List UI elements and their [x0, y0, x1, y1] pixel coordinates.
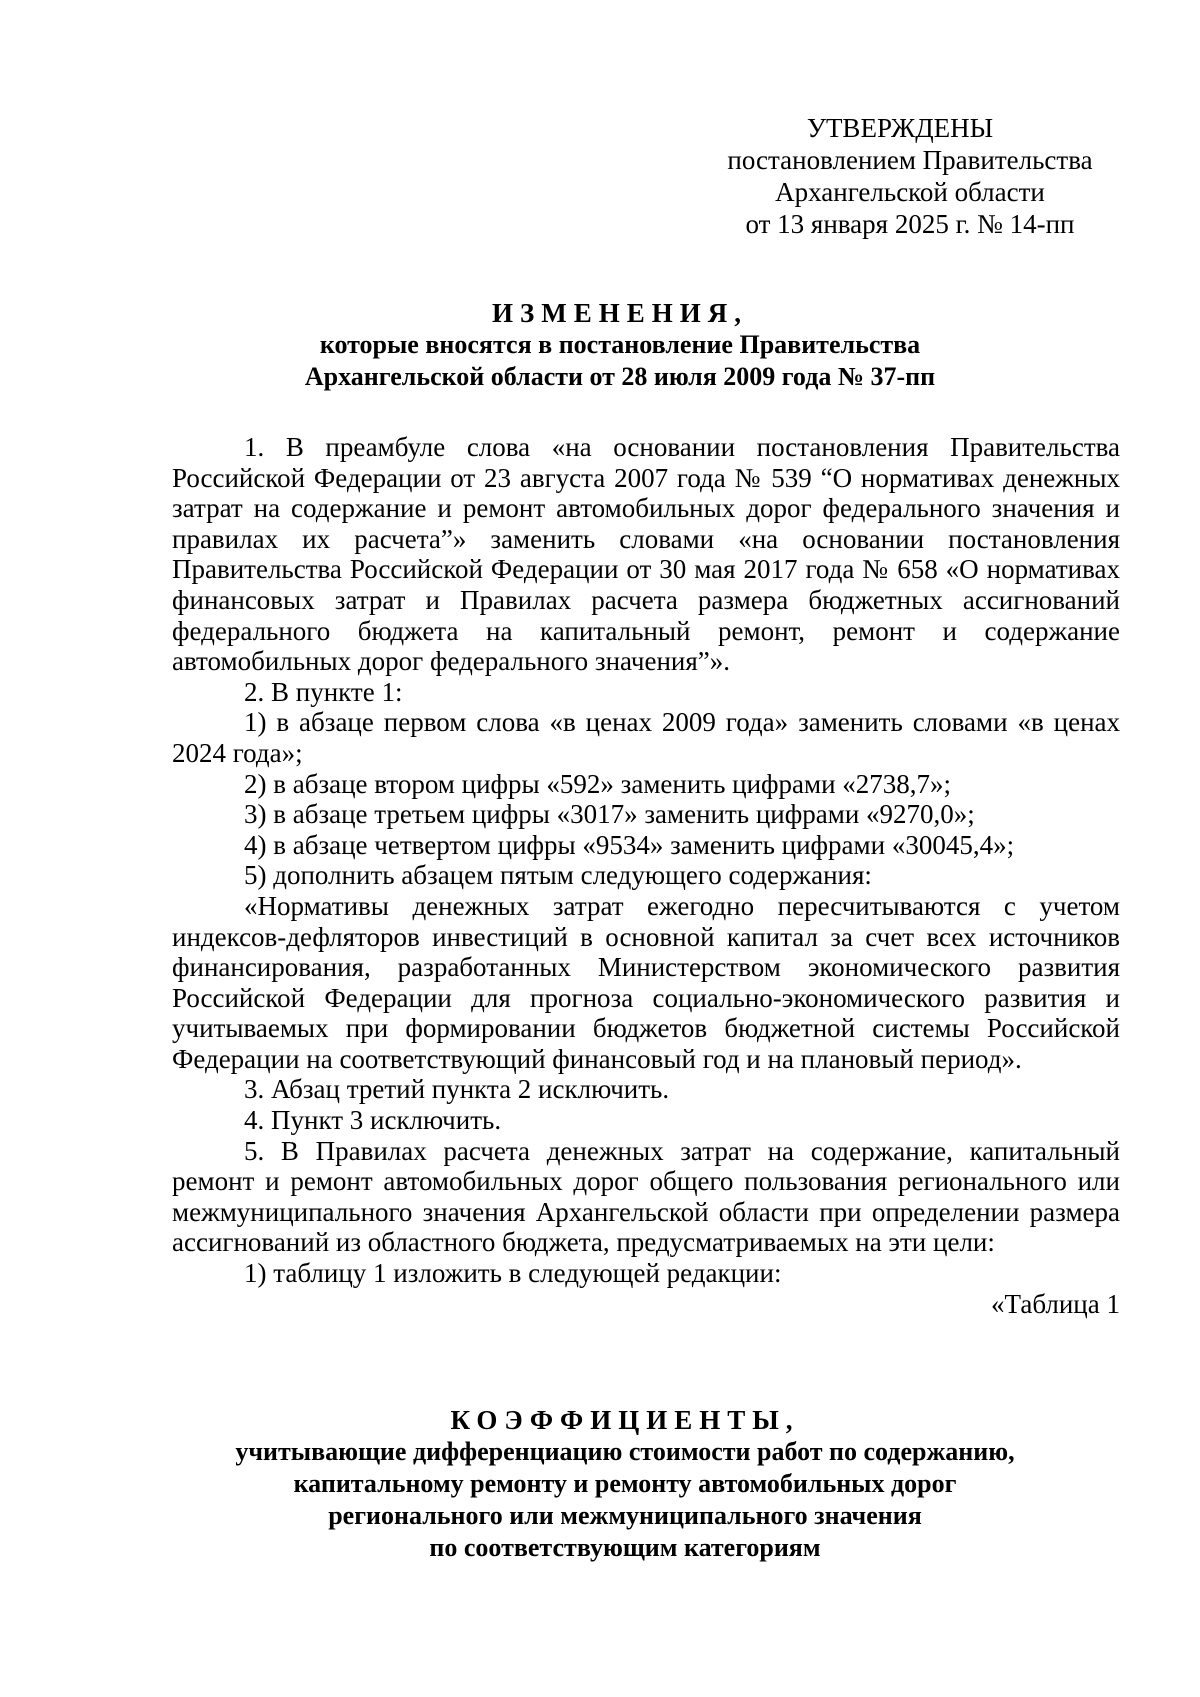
document-title — [170, 297, 1070, 393]
table-title-line: учитывающие дифференциацию стоимости работ по содержанию, — [235, 1437, 1015, 1466]
approval-stamp — [680, 112, 1140, 240]
title-line: которые вносятся в постановление Правительства — [319, 330, 921, 359]
approval-heading: УТВЕРЖДЕНЫ — [806, 113, 994, 143]
document-body — [172, 432, 1120, 1319]
paragraph: 5) дополнить абзацем пятым следующего содержания: — [244, 860, 872, 891]
paragraph: 1) таблицу 1 изложить в следующей редакции: — [244, 1258, 782, 1289]
paragraph: «Нормативы денежных затрат ежегодно пересчитываются с учетом индексов-дефляторов инвестиций в основной капитал за счет всех источников финансирования, разработанных Министерством экономического развития Российской Федерации для прогноза социально-экономического развития и учитываемых при формировании бюджетов бюджетной системы Российской Федерации на соответствующий финансовый год и на плановый период». — [172, 890, 1120, 1074]
table-title-line: капитальному ремонту и ремонту автомобильных дорог — [293, 1469, 957, 1498]
approval-date: от 13 января 2025 г. № 14-пп — [745, 209, 1075, 239]
title-heading: ИЗМЕНЕНИЯ, — [491, 298, 748, 328]
table-title-line: по соответствующим категориям — [429, 1533, 821, 1562]
paragraph: 1. В преамбуле слова «на основании постановления Правительства Российской Федерации от 23 августа 2007 года № 539 “О нормативах денежных затрат на содержание и ремонт автомобильных дорог федерального значения и правилах их расчета”» заменить словами «на основании постановления Правительства Российской Федерации от 30 мая 2017 года № 658 «О нормативах финансовых затрат и Правилах расчета размера бюджетных ассигнований федерального бюджета на капитальный ремонт, ремонт и содержание автомобильных дорог федерального значения”». — [172, 432, 1120, 677]
table-reference: «Таблица 1 — [991, 1288, 1120, 1319]
paragraph: 2. В пункте 1: — [244, 676, 403, 707]
approval-line: Архангельской области — [775, 177, 1045, 207]
paragraph: 4. Пункт 3 исключить. — [244, 1105, 502, 1136]
table-title — [170, 1404, 1080, 1564]
table-title-heading: КОЭФФИЦИЕНТЫ, — [450, 1405, 800, 1435]
table-title-line: регионального или межмуниципального значения — [328, 1501, 922, 1530]
approval-line: постановлением Правительства — [727, 145, 1093, 175]
paragraph: 2) в абзаце втором цифры «592» заменить цифрами «2738,7»; — [244, 768, 952, 799]
paragraph: 5. В Правилах расчета денежных затрат на содержание, капитальный ремонт и ремонт автомобильных дорог общего пользования регионального или межмуниципального значения Архангельской области при определении размера ассигнований из областного бюджета, предусматриваемых на эти цели: — [172, 1135, 1120, 1258]
paragraph: 4) в абзаце четвертом цифры «9534» заменить цифрами «30045,4»; — [244, 829, 1015, 860]
paragraph: 3. Абзац третий пункта 2 исключить. — [244, 1074, 670, 1105]
title-line: Архангельской области от 28 июля 2009 года № 37-пп — [304, 362, 936, 391]
paragraph: 3) в абзаце третьем цифры «3017» заменить цифрами «9270,0»; — [244, 799, 975, 830]
paragraph: 1) в абзаце первом слова «в ценах 2009 года» заменить словами «в ценах 2024 года»; — [172, 707, 1120, 768]
